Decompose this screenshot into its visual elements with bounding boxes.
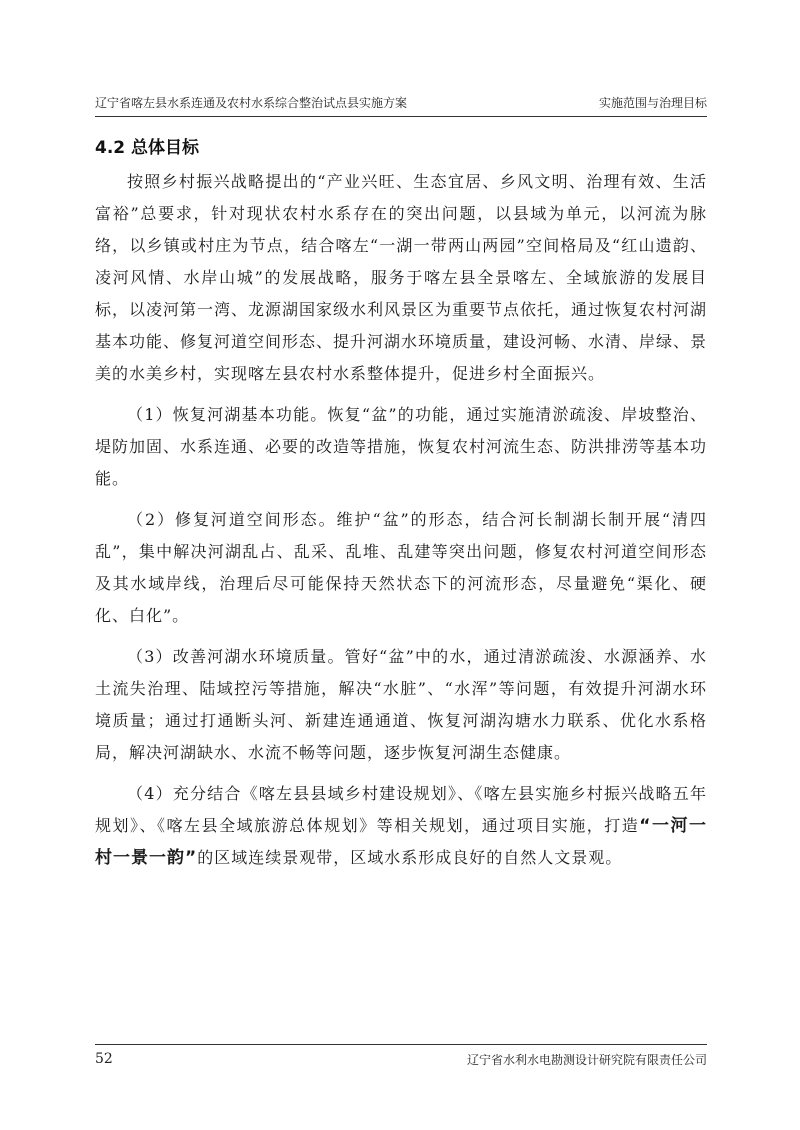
page-number: 52 [95,1051,113,1067]
paragraph-goal-4 [95,778,707,874]
header-document-title: 辽宁省喀左县水系连通及农村水系综合整治试点县实施方案 [95,96,408,110]
paragraph-goal-4-emphasis: “一河一村一景一韵” [95,816,707,868]
section-title: 总体目标 [131,138,200,158]
footer-organization: 辽宁省水利水电勘测设计研究院有限责任公司 [466,1053,707,1067]
section-heading [95,133,199,158]
paragraph-goal-3: （3）改善河湖水环境质量。管好“盆”中的水，通过清淤疏浚、水源涵养、水土流失治理、陆域控污等措施，解决“水脏”、“水浑”等问题，有效提升河湖水环境质量；通过打通断头河、新建连通通道、恢复河湖沟塘水力联系、优化水系格局，解决河湖缺水、水流不畅等问题，逐步恢复河湖生态健康。 [95,647,707,762]
paragraph-goal-2: （2）修复河道空间形态。维护“盆”的形态，结合河长制湖长制开展“清四乱”，集中解决河湖乱占、乱采、乱堆、乱建等突出问题，修复农村河道空间形态及其水域岸线，治理后尽可能保持天然状态下的河流形态，尽量避免“渠化、硬化、白化”。 [95,510,707,625]
paragraph-goal-4-end: 的区域连续景观带，区域水系形成良好的自然人文景观。 [197,848,623,867]
paragraph-intro: 按照乡村振兴战略提出的“产业兴旺、生态宜居、乡风文明、治理有效、生活富裕”总要求，针对现状农村水系存在的突出问题，以县域为单元，以河流为脉络，以乡镇或村庄为节点，结合喀左“一湖一带两山两园”空间格局及“红山遗韵、凌河风情、水岸山城”的发展战略，服务于喀左县全景喀左、全域旅游的发展目标，以凌河第一湾、龙源湖国家级水利风景区为重要节点依托，通过恢复农村河湖基本功能、修复河道空间形态、提升河湖水环境质量，建设河畅、水清、岸绿、景美的水美乡村，实现喀左县农村水系整体提升，促进乡村全面振兴。 [95,172,708,383]
page-footer [95,1044,707,1067]
page-header [95,94,707,117]
paragraph-goal-1: （1）恢复河湖基本功能。恢复“盆”的功能，通过实施清淤疏浚、岸坡整治、堤防加固、水系连通、必要的改造等措施，恢复农村河流生态、防洪排涝等基本功能。 [95,405,708,488]
paragraph-goal-4-start: （4）充分结合《喀左县县域乡村建设规划》、《喀左县实施乡村振兴战略五年规划》、《喀左县全域旅游总体规划》等相关规划，通过项目实施，打造 [95,784,707,835]
section-number: 4.2 [95,138,126,158]
body-text [95,166,707,883]
header-chapter-title: 实施范围与治理目标 [598,96,707,110]
